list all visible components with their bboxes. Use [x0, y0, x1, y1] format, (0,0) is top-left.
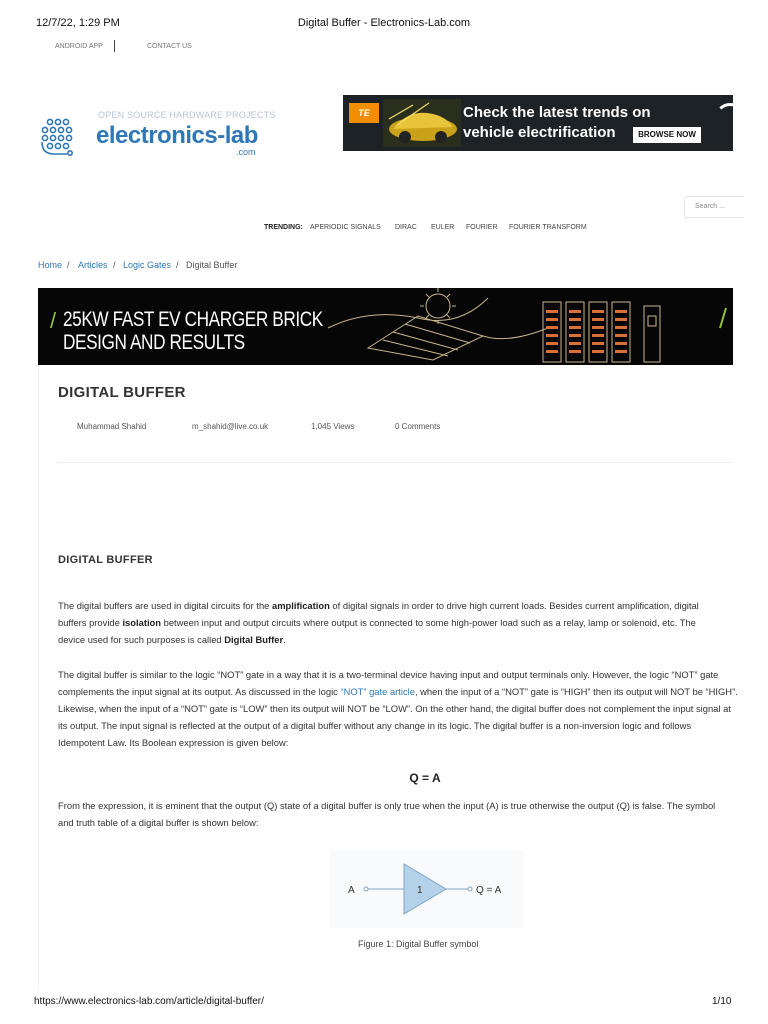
- figure-output-label: Q = A: [476, 885, 502, 896]
- breadcrumb-articles[interactable]: Articles: [78, 260, 108, 270]
- search-input[interactable]: Search ...: [684, 196, 744, 218]
- author-email[interactable]: m_shahid@live.co.uk: [192, 422, 269, 431]
- banner-accent-slash: /: [50, 308, 57, 333]
- breadcrumb-separator: /: [113, 260, 116, 270]
- trending-item[interactable]: FOURIER TRANSFORM: [509, 224, 587, 231]
- trending-item[interactable]: APERIODIC SIGNALS: [310, 224, 381, 231]
- android-app-link[interactable]: ANDROID APP: [55, 43, 103, 50]
- car-image-icon: [383, 99, 461, 147]
- figure-input-label: A: [348, 885, 355, 896]
- buffer-gate-diagram: [330, 850, 524, 928]
- figure-caption: Figure 1: Digital Buffer symbol: [358, 939, 479, 949]
- ad-headline-1: Check the latest trends on: [463, 104, 651, 121]
- paragraph-3: From the expression, it is eminent that the output (Q) state of a digital buffer is only true when the input (A) is true otherwise the output (Q) is false. The symbol and truth table of a digital buffer is shown below:: [58, 800, 716, 828]
- breadcrumb-separator: /: [67, 260, 70, 270]
- article-title: DIGITAL BUFFER: [58, 384, 186, 401]
- breadcrumb-home[interactable]: Home: [38, 260, 63, 270]
- breadcrumb-current: Digital Buffer: [186, 260, 238, 270]
- ad-headline-2: vehicle electrification: [463, 124, 616, 141]
- buffer-symbol-figure: [330, 850, 524, 928]
- logo-circuit-icon: [40, 116, 78, 156]
- contact-us-link[interactable]: CONTACT US: [147, 43, 192, 50]
- section-heading: DIGITAL BUFFER: [58, 554, 153, 566]
- logo-name: electronics-lab: [96, 122, 258, 149]
- solar-charger-illustration: [308, 288, 733, 365]
- print-page-number: 1/10: [712, 996, 732, 1007]
- bold-digital-buffer: Digital Buffer: [224, 634, 284, 645]
- ad-banner-ev-charger[interactable]: [38, 288, 733, 365]
- bold-isolation: isolation: [122, 617, 161, 628]
- author-name[interactable]: Muhammad Shahid: [77, 422, 147, 431]
- site-logo[interactable]: [40, 108, 280, 160]
- breadcrumb-logic-gates[interactable]: Logic Gates: [123, 260, 172, 270]
- not-gate-article-link[interactable]: “NOT” gate article: [340, 686, 415, 697]
- banner-line-1: 25KW FAST EV CHARGER BRICK: [63, 308, 323, 331]
- ad-arc-decoration: [715, 103, 733, 133]
- te-logo: TE: [349, 103, 379, 123]
- breadcrumb-separator: /: [176, 260, 179, 270]
- buffer-triangle: [404, 864, 446, 914]
- trending-item[interactable]: FOURIER: [466, 224, 498, 231]
- bold-amplification: amplification: [272, 600, 330, 611]
- paragraph-1: The digital buffers are used in digital circuits for the amplification of digital signals in order to drive high current loads. Besides current amplification, digital buffers provide isolation between input and output circuits where output is connected to some high-power load such as a relay, lamp or solenoid, etc. The device used for such purposes is called Digital Buffer.: [58, 600, 699, 645]
- boolean-equation: Q = A: [409, 771, 441, 785]
- figure-gate-label: 1: [417, 885, 423, 896]
- views-count: 1,045 Views: [311, 422, 355, 431]
- print-url: https://www.electronics-lab.com/article/digital-buffer/: [34, 996, 264, 1007]
- print-header: [0, 17, 768, 31]
- logo-tagline: OPEN SOURCE HARDWARE PROJECTS: [98, 110, 276, 120]
- comments-count[interactable]: 0 Comments: [395, 422, 441, 431]
- paragraph-2: The digital buffer is similar to the logic “NOT” gate in a way that it is a two-terminal device having input and output terminals only. However, the logic “NOT” gate complements the input signal at its output. As discussed in the logic “NOT” gate article, when the input of a “NOT” gate is “HIGH” then its output will NOT be “HIGH”. Likewise, when the input of a “NOT” gate is “LOW” then its output will NOT be “LOW”. On the other hand, the digital buffer does not complement the input signal at its output. The input signal is reflected at the output of a digital buffer without any change in its logic. The digital buffer is a non-inversion logic and follows Idempotent Law. Its Boolean expression is given below:: [58, 669, 738, 748]
- trending-item[interactable]: EULER: [431, 224, 455, 231]
- meta-divider: [58, 462, 733, 463]
- print-datetime: 12/7/22, 1:29 PM: [36, 17, 120, 29]
- ad-banner-te[interactable]: [343, 95, 733, 151]
- banner-line-2: DESIGN AND RESULTS: [63, 331, 245, 354]
- topbar-separator: [114, 40, 115, 52]
- browse-now-button[interactable]: BROWSE NOW: [633, 127, 701, 143]
- trending-label: TRENDING:: [264, 224, 303, 231]
- logo-suffix: .com: [236, 147, 256, 157]
- print-title: Digital Buffer - Electronics-Lab.com: [297, 17, 471, 29]
- trending-item[interactable]: DIRAC: [395, 224, 417, 231]
